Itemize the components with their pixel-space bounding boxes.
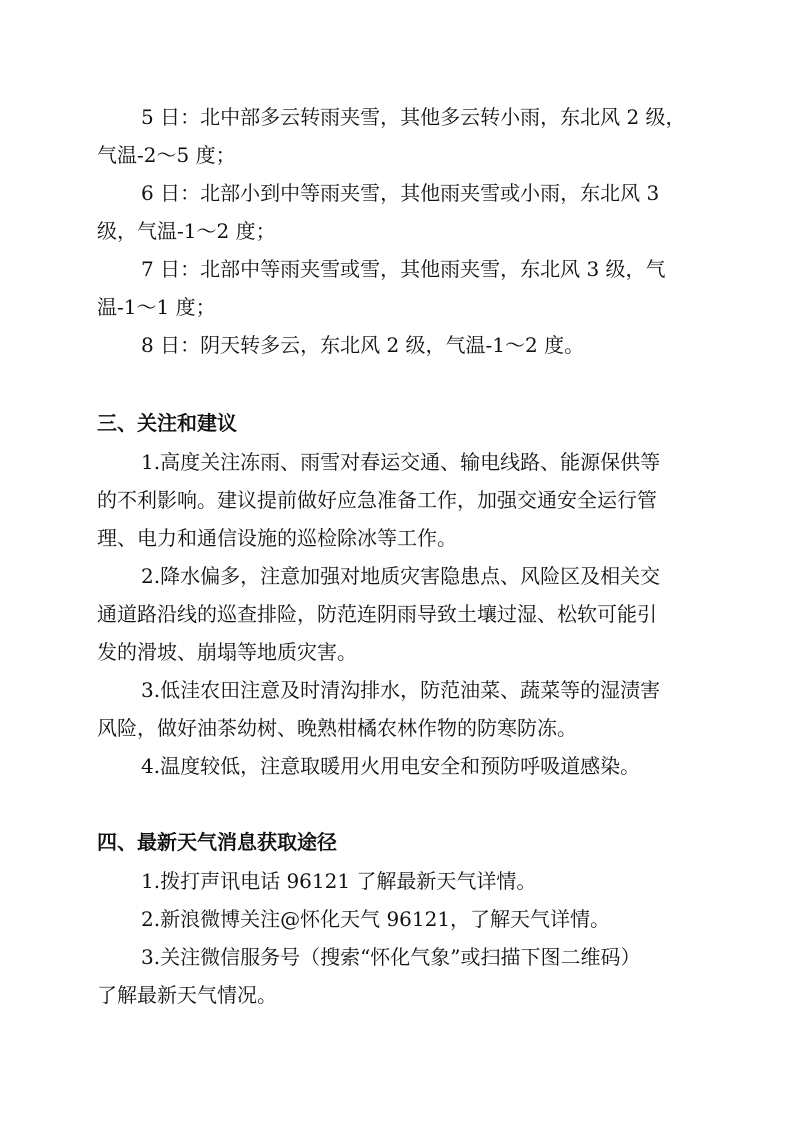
section3-item2-line2: 通道路沿线的巡查排险，防范连阴雨导致土壤过湿、松软可能引 [97, 602, 657, 626]
forecast-day5-line2: 气温-2～5 度； [97, 143, 236, 167]
section4-item3-line1: 3.关注微信服务号（搜索“怀化气象”或扫描下图二维码） [141, 945, 641, 969]
section3-item4-line1: 4.温度较低，注意取暖用火用电安全和预防呼吸道感染。 [141, 754, 641, 778]
forecast-day6-line2: 级，气温-1～2 度； [97, 219, 276, 243]
forecast-day6-line1: 6 日：北部小到中等雨夹雪，其他雨夹雪或小雨，东北风 3 [141, 181, 660, 205]
section3-item2-line1: 2.降水偏多，注意加强对地质灾害隐患点、风险区及相关交 [141, 564, 661, 588]
section3-item1-line2: 的不利影响。建议提前做好应急准备工作，加强交通安全运行管 [97, 488, 657, 512]
section3-item3-line2: 风险，做好油茶幼树、晚熟柑橘农林作物的防寒防冻。 [97, 716, 577, 740]
section4-item1-line1: 1.拨打声讯电话 96121 了解最新天气详情。 [141, 869, 537, 893]
section4-item2-line1: 2.新浪微博关注@怀化天气 96121，了解天气详情。 [141, 907, 611, 931]
forecast-day8-line1: 8 日：阴天转多云，东北风 2 级，气温-1～2 度。 [141, 333, 585, 357]
section4-heading: 四、最新天气消息获取途径 [97, 830, 337, 854]
section3-heading: 三、关注和建议 [97, 411, 237, 435]
forecast-day7-line1: 7 日：北部中等雨夹雪或雪，其他雨夹雪，东北风 3 级，气 [141, 257, 666, 281]
section4-item3-line2: 了解最新天气情况。 [97, 983, 277, 1007]
section3-item2-line3: 发的滑坡、崩塌等地质灾害。 [97, 640, 357, 664]
section3-item1-line1: 1.高度关注冻雨、雨雪对春运交通、输电线路、能源保供等 [141, 450, 661, 474]
forecast-day5-line1: 5 日：北中部多云转雨夹雪，其他多云转小雨，东北风 2 级， [141, 105, 686, 129]
section3-item1-line3: 理、电力和通信设施的巡检除冰等工作。 [97, 526, 457, 550]
forecast-day7-line2: 温-1～1 度； [97, 295, 216, 319]
section3-item3-line1: 3.低洼农田注意及时清沟排水，防范油菜、蔬菜等的湿渍害 [141, 678, 661, 702]
